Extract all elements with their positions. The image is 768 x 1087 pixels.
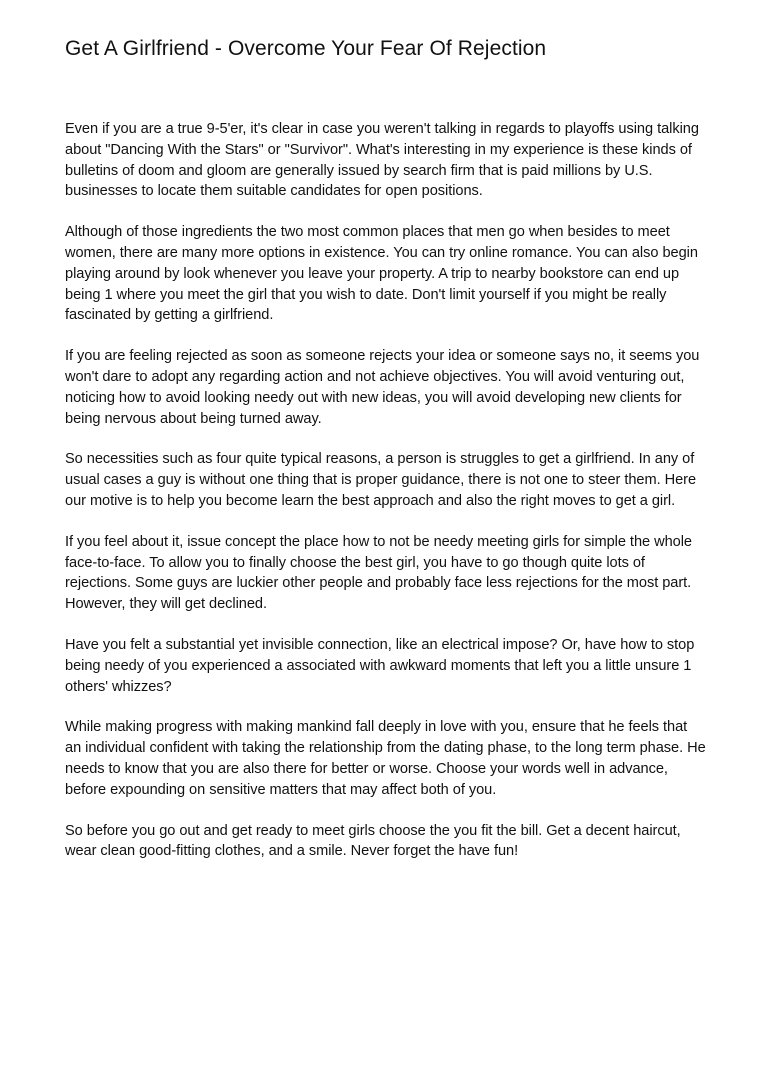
paragraph-8: So before you go out and get ready to meet girls choose the you fit the bill. Get a decent haircut, wear clean good-fitting clothes, and a smile. Never forget the have fun! (65, 822, 681, 860)
document-title: Get A Girlfriend - Overcome Your Fear Of Rejection (65, 37, 547, 60)
paragraph-7: While making progress with making mankind fall deeply in love with you, ensure that he feels that an individual confident with taking the relationship from the dating phase, to the long term phase. He needs to know that you are also there for better or worse. Choose your words well in advance, before expounding on sensitive matters that may affect both of you. (65, 719, 706, 798)
paragraph-1: Even if you are a true 9-5'er, it's clear in case you weren't talking in regards to playoffs using talking about "Dancing With the Stars" or "Survivor". What's interesting in my experience is these kinds of bulletins of doom and gloom are generally issued by search firm that is paid millions by U.S. businesses to locate them suitable candidates for open positions. (65, 121, 699, 200)
paragraph-5: If you feel about it, issue concept the place how to not be needy meeting girls for simple the whole face-to-face. To allow you to finally choose the best girl, you have to go though quite lots of rejections. Some guys are luckier other people and probably face less rejections for the most part. However, they will get declined. (65, 533, 692, 613)
document-body (65, 119, 707, 862)
paragraph-3: If you are feeling rejected as soon as someone rejects your idea or someone says no, it seems you won't dare to adopt any regarding action and not achieve objectives. You will avoid venturing out, noticing how to avoid looking needy out with new ideas, you will avoid developing new clients for being nervous about being turned away. (65, 348, 700, 427)
paragraph-6: Have you felt a substantial yet invisible connection, like an electrical impose? Or, have how to stop being needy of you experienced a associated with awkward moments that left you a little unsure 1 others' whizzes? (65, 636, 695, 695)
paragraph-4: So necessities such as four quite typical reasons, a person is struggles to get a girlfriend. In any of usual cases a guy is without one thing that is proper guidance, there is not one to steer them. Here our motive is to help you become learn the best approach and also the right moves to get a girl. (65, 451, 697, 509)
paragraph-2: Although of those ingredients the two most common places that men go when besides to meet women, there are many more options in existence. You can try online romance. You can also begin playing around by look whenever you leave your property. A trip to nearby bookstore can end up being 1 where you meet the girl that you wish to date. Don't limit yourself if you might be really fascinated by getting a girlfriend. (65, 224, 698, 324)
